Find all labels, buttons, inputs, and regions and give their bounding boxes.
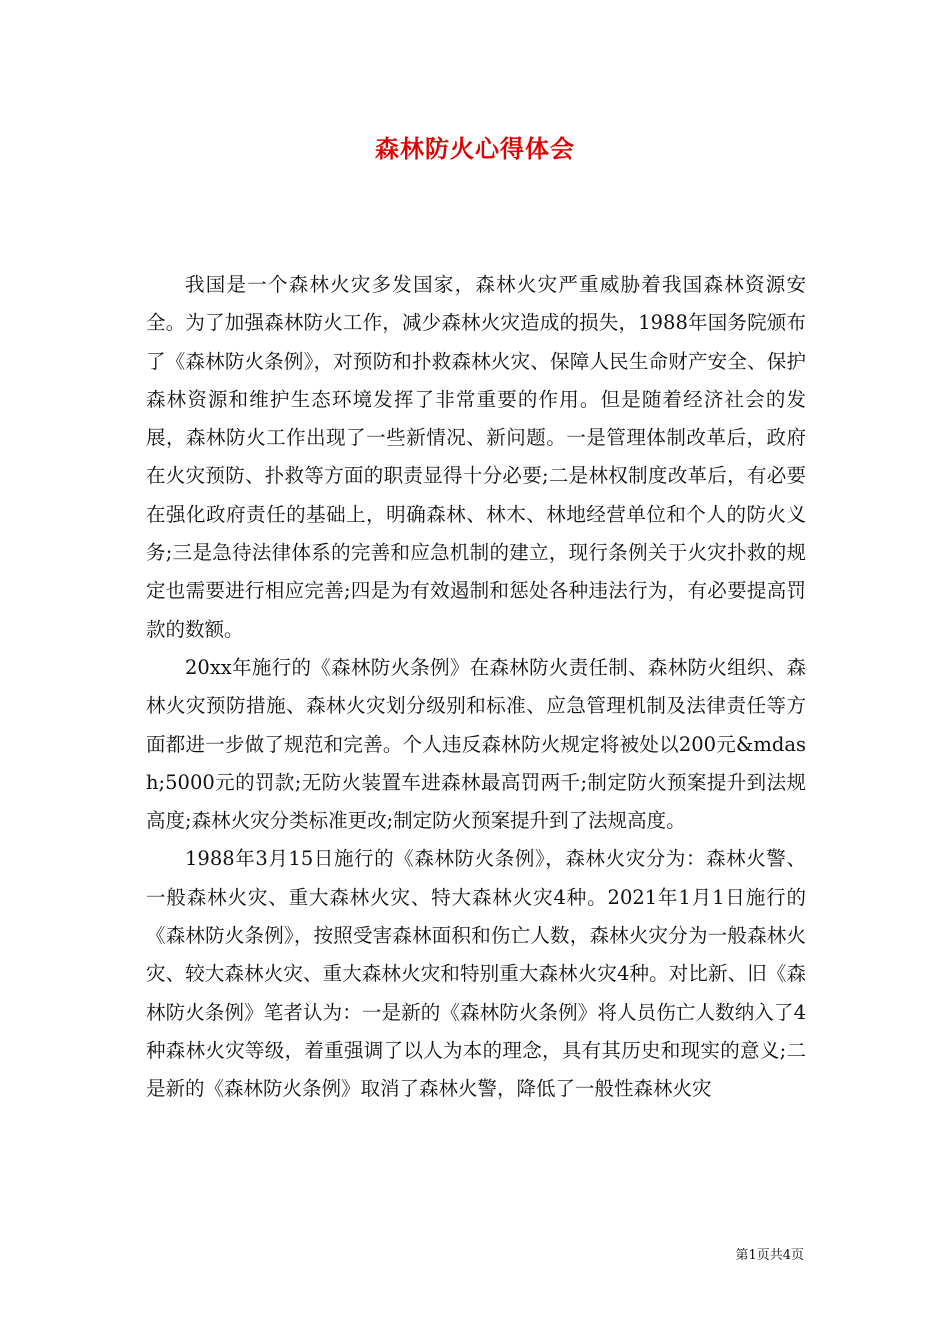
paragraph-2: 20xx年施行的《森林防火条例》在森林防火责任制、森林防火组织、森林火灾预防措施、森林火灾划分级别和标准、应急管理机制及法律责任等方面都进一步做了规范和完善。个人违反森林防火规定将被处以200元&mdash;5000元的罚款;无防火装置车进森林最高罚两千;制定防火预案提升到法规高度;森林火灾分类标准更改;制定防火预案提升到了法规高度。 (146, 655, 806, 833)
page-number-footer: 第1页共4页 (735, 1248, 804, 1263)
paragraph-3: 1988年3月15日施行的《森林防火条例》，森林火灾分为：森林火警、一般森林火灾、重大森林火灾、特大森林火灾4种。2021年1月1日施行的《森林防火条例》，按照受害森林面积和伤亡人数，森林火灾分为一般森林火灾、较大森林火灾、重大森林火灾和特别重大森林火灾4种。对比新、旧《森林防火条例》笔者认为：一是新的《森林防火条例》将人员伤亡人数纳入了4种森林火灾等级，着重强调了以人为本的理念，具有其历史和现实的意义;二是新的《森林防火条例》取消了森林火警，降低了一般性森林火灾 (146, 847, 806, 1101)
document-title: 森林防火心得体会 (375, 134, 575, 163)
paragraph-1: 我国是一个森林火灾多发国家，森林火灾严重威胁着我国森林资源安全。为了加强森林防火工作，减少森林火灾造成的损失，1988年国务院颁布了《森林防火条例》，对预防和扑救森林火灾、保障人民生命财产安全、保护森林资源和维护生态环境发挥了非常重要的作用。但是随着经济社会的发展，森林防火工作出现了一些新情况、新问题。一是管理体制改革后，政府在火灾预防、扑救等方面的职责显得十分必要;二是林权制度改革后，有必要在强化政府责任的基础上，明确森林、林木、林地经营单位和个人的防火义务;三是急待法律体系的完善和应急机制的建立，现行条例关于火灾扑救的规定也需要进行相应完善;四是为有效遏制和惩处各种违法行为，有必要提高罚款的数额。 (146, 273, 806, 641)
document-body (146, 266, 806, 1109)
